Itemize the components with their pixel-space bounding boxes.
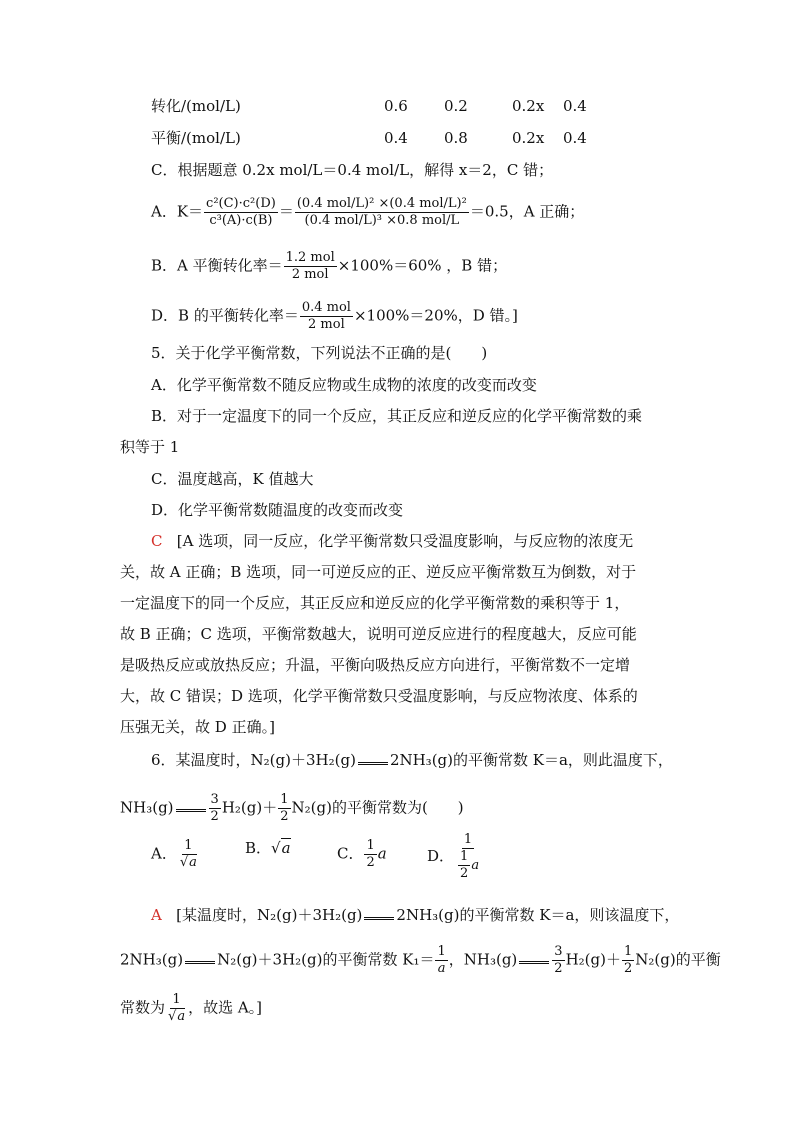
text: B． bbox=[245, 839, 272, 857]
table-cell: 0.2x bbox=[512, 129, 545, 147]
fraction bbox=[458, 849, 470, 882]
text: ，故选 A。] bbox=[188, 998, 263, 1017]
fraction bbox=[166, 992, 187, 1025]
text: 2NH₃(g)的平衡常数 K＝a，则此温度下， bbox=[389, 751, 673, 769]
text: N₂(g)＋3H₂(g)的平衡常数 K₁＝ bbox=[217, 950, 435, 969]
text: C． bbox=[337, 844, 364, 863]
fraction bbox=[622, 944, 634, 977]
numerator: 0.4 mol bbox=[301, 300, 351, 315]
question-6-option-a bbox=[151, 838, 200, 871]
equilibrium-arrow bbox=[185, 957, 215, 964]
question-6-stem-line-2 bbox=[120, 792, 464, 825]
denominator: (0.4 mol/L)³ ×0.8 mol/L bbox=[304, 213, 460, 228]
table-cell: 0.2 bbox=[444, 97, 468, 115]
numerator: 1 bbox=[366, 838, 375, 853]
fraction bbox=[364, 838, 376, 871]
text: 2NH₃(g) bbox=[120, 950, 184, 969]
fraction bbox=[455, 832, 481, 882]
text: ，NH₃(g) bbox=[448, 950, 518, 969]
variable: a bbox=[189, 855, 197, 870]
text: ×100%＝20%，D 错。] bbox=[353, 306, 518, 325]
question-5-explanation-line: 一定温度下的同一个反应，其正反应和逆反应的化学平衡常数的乘积等于 1， bbox=[120, 594, 630, 612]
text: N₂(g)的平衡 bbox=[635, 950, 721, 969]
variable: a bbox=[471, 858, 480, 873]
question-5-option-b-cont: 积等于 1 bbox=[120, 438, 180, 456]
text: D． bbox=[427, 847, 455, 865]
variable: a bbox=[177, 1009, 186, 1024]
table-cell: 0.8 bbox=[444, 129, 468, 147]
row-label: 平衡/(mol/L) bbox=[151, 129, 241, 147]
numerator: 1.2 mol bbox=[285, 250, 335, 265]
text: 2NH₃(g)的平衡常数 K＝a，则该温度下， bbox=[396, 906, 680, 924]
numerator: 1 bbox=[623, 944, 633, 959]
numerator: 3 bbox=[554, 944, 563, 959]
question-5-option-d: D．化学平衡常数随温度的改变而改变 bbox=[151, 501, 404, 519]
question-5-explanation-line: 关，故 A 正确；B 选项，同一可逆反应的正、逆反应平衡常数互为倒数，对于 bbox=[120, 563, 637, 581]
table-cell: 0.4 bbox=[563, 129, 587, 147]
table-cell: 0.4 bbox=[384, 129, 408, 147]
text: NH₃(g) bbox=[120, 798, 174, 817]
text: H₂(g)＋ bbox=[221, 798, 278, 817]
fraction bbox=[284, 250, 337, 283]
equilibrium-arrow bbox=[519, 957, 549, 964]
text: A． bbox=[151, 844, 177, 863]
question-5-explanation-line: 大，故 C 错误；D 选项，化学平衡常数只受温度影响，与反应物浓度、体系的 bbox=[120, 687, 638, 705]
fraction bbox=[178, 838, 199, 871]
question-6-explanation-line bbox=[120, 944, 721, 977]
text: N₂(g)的平衡常数为( ) bbox=[291, 798, 464, 817]
equilibrium-arrow bbox=[358, 758, 388, 765]
question-5-option-c: C．温度越高，K 值越大 bbox=[151, 470, 314, 488]
question-6-option-d bbox=[427, 832, 482, 882]
denominator: 2 mol bbox=[308, 317, 345, 332]
text: H₂(g)＋ bbox=[565, 950, 621, 969]
question-5-explanation-line: 故 B 正确；C 选项，平衡常数越大，说明可逆反应进行的程度越大，反应可能 bbox=[120, 625, 637, 643]
variable: a bbox=[377, 844, 387, 863]
question-6-stem-line-1 bbox=[151, 750, 673, 770]
option-a-analysis: A．K＝ $\frac{\text{c²(C)·c²(D)}}{\text{c³(A)·c(B)}}$ ＝ $\frac{\text{(0.4 mol/L)² ×(0.4 mol/L)²}}{\text{(0.4 mol/L)³ ×0.8 mol/L}}$ ＝0.5，A 正确； bbox=[151, 196, 585, 228]
question-6-option-b: B．√a bbox=[245, 839, 291, 857]
fraction bbox=[552, 944, 564, 977]
option-c-analysis: C．根据题意 0.2x mol/L＝0.4 mol/L，解得 x＝2，C 错； bbox=[151, 161, 554, 179]
text: [A 选项，同一反应，化学平衡常数只受温度影响，与反应物的浓度无 bbox=[176, 532, 634, 550]
equilibrium-arrow bbox=[364, 913, 394, 920]
row-label: 转化/(mol/L) bbox=[151, 97, 241, 115]
numerator: 1 bbox=[280, 792, 289, 807]
denominator: 2 mol bbox=[291, 267, 329, 282]
fraction bbox=[209, 792, 221, 825]
denominator: 2 bbox=[366, 855, 375, 870]
numerator: 3 bbox=[210, 792, 219, 807]
numerator: 1 bbox=[460, 849, 469, 864]
text: 常数为 bbox=[120, 998, 166, 1017]
denominator bbox=[455, 849, 481, 882]
text: D．B 的平衡转化率＝ bbox=[151, 306, 299, 325]
text: ＝0.5，A 正确； bbox=[469, 202, 585, 221]
fraction bbox=[295, 196, 469, 229]
numerator: 1 bbox=[172, 992, 181, 1007]
denominator: 2 bbox=[623, 961, 633, 976]
table-cell: 0.2x bbox=[512, 97, 545, 115]
question-5-option-a: A．化学平衡常数不随反应物或生成物的浓度的改变而改变 bbox=[151, 376, 537, 394]
option-d-analysis bbox=[151, 300, 518, 333]
fraction bbox=[278, 792, 290, 825]
question-5-explanation-line: 压强无关，故 D 正确。] bbox=[120, 718, 275, 736]
text: 6．某温度时，N₂(g)＋3H₂(g) bbox=[151, 751, 356, 769]
fraction bbox=[204, 196, 278, 229]
numerator: c²(C)·c²(D) bbox=[206, 196, 276, 211]
denominator: 2 bbox=[280, 809, 289, 824]
numerator: (0.4 mol/L)² ×(0.4 mol/L)² bbox=[296, 196, 467, 211]
question-5-explanation-line bbox=[151, 531, 633, 551]
numerator: 1 bbox=[463, 832, 473, 847]
numerator: 1 bbox=[437, 944, 446, 959]
question-5-explanation-line: 是吸热反应或放热反应；升温，平衡向吸热反应方向进行，平衡常数不一定增 bbox=[120, 656, 631, 674]
denominator bbox=[436, 961, 448, 977]
denominator: c³(A)·c(B) bbox=[209, 213, 273, 228]
question-5-option-b: B．对于一定温度下的同一个反应，其正反应和逆反应的化学平衡常数的乘 bbox=[151, 407, 643, 425]
question-6-explanation-line bbox=[120, 992, 262, 1025]
answer-label: C bbox=[151, 532, 163, 550]
variable: a bbox=[281, 839, 291, 857]
table-cell: 0.4 bbox=[563, 97, 587, 115]
text: A．K＝ bbox=[151, 202, 204, 221]
denominator: √a bbox=[179, 855, 197, 870]
denominator: √a bbox=[168, 1009, 186, 1024]
denominator: 2 bbox=[554, 961, 563, 976]
text: B．A 平衡转化率＝ bbox=[151, 256, 283, 275]
equilibrium-arrow bbox=[176, 805, 206, 812]
denominator: 2 bbox=[460, 866, 469, 881]
question-6-explanation-line bbox=[151, 905, 679, 925]
numerator: 1 bbox=[184, 838, 193, 853]
variable: a bbox=[437, 961, 446, 976]
table-row-equilibrium bbox=[151, 128, 241, 148]
fraction bbox=[435, 944, 447, 977]
table-row-conversion bbox=[151, 96, 241, 116]
question-6-option-c bbox=[337, 838, 387, 871]
fraction bbox=[300, 300, 353, 333]
text: [某温度时，N₂(g)＋3H₂(g) bbox=[176, 906, 363, 924]
answer-label: A bbox=[151, 906, 162, 924]
text: ×100%＝60% ，B 错； bbox=[337, 256, 508, 275]
question-5-stem: 5．关于化学平衡常数，下列说法不正确的是( ) bbox=[151, 344, 488, 362]
table-cell: 0.6 bbox=[384, 97, 408, 115]
option-b-analysis bbox=[151, 250, 507, 283]
denominator: 2 bbox=[210, 809, 219, 824]
